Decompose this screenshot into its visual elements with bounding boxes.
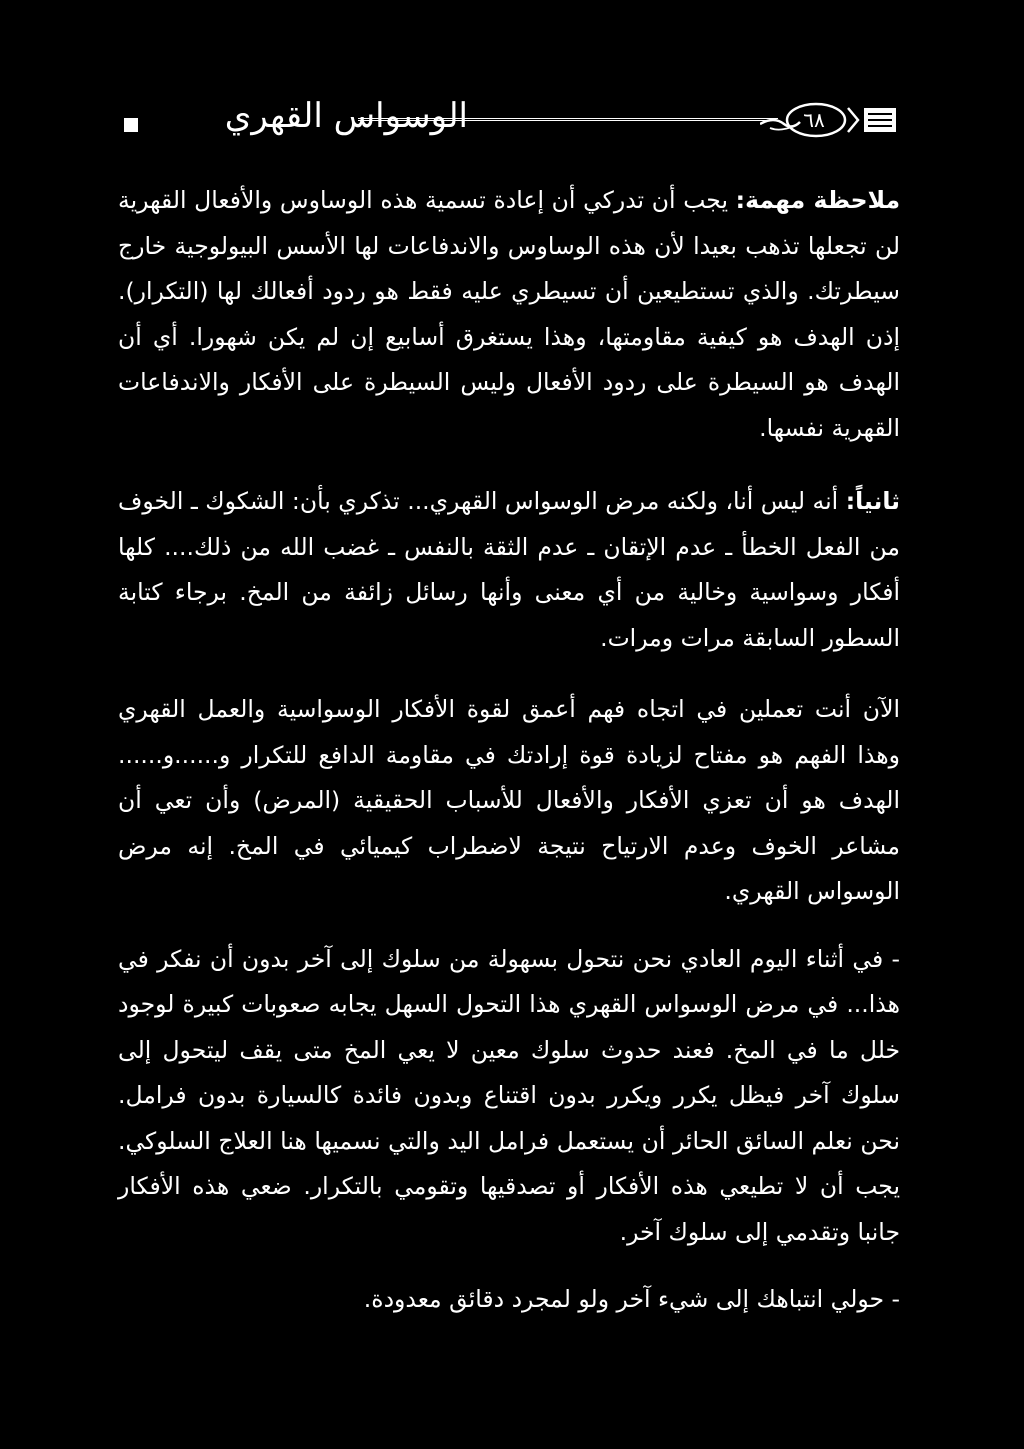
- paragraph-text: أنه ليس أنا، ولكنه مرض الوسواس القهري... تذكري بأن: الشكوك ـ الخوف من الفعل الخطأ ـ عدم الإتقان ـ عدم الثقة بالنفس ـ غضب الله من ذلك.... كلها أفكار وسواسية وخالية من أي معنى وأنها رسائل زائفة من المخ. برجاء كتابة السطور السابقة مرات ومرات.: [118, 487, 900, 652]
- book-title: الوسواس القهري: [224, 96, 468, 136]
- paragraph-text: يجب أن تدركي أن إعادة تسمية هذه الوساوس والأفعال القهرية لن تجعلها تذهب بعيدا لأن هذه الوساوس والاندفاعات لها الأسس البيولوجية خارج سيطرتك. والذي تستطيعين أن تسيطري عليه فقط هو ردود أفعالك لها (التكرار). إذن الهدف هو كيفية مقاومتها، وهذا يستغرق أسابيع إن لم يكن شهورا. أي أن الهدف هو السيطرة على ردود الأفعال وليس السيطرة على الأفكار والاندفاعات القهرية نفسها.: [118, 186, 900, 442]
- paragraph-lead: ملاحظة مهمة:: [735, 186, 900, 214]
- page-header: [118, 88, 904, 136]
- paragraph-text: - حولي انتباهك إلى شيء آخر ولو لمجرد دقائق معدودة.: [363, 1285, 900, 1313]
- paragraph-note: [118, 178, 900, 451]
- paragraph-daily-switch: [118, 937, 900, 1256]
- paragraph-second: [118, 479, 900, 661]
- page-number: ٦٨: [803, 108, 825, 132]
- paragraph-text: الآن أنت تعملين في اتجاه فهم أعمق لقوة الأفكار الوسواسية والعمل القهري وهذا الفهم هو مفتاح لزيادة قوة إرادتك في مقاومة الدافع للتكرار و......و...... الهدف هو أن تعزي الأفكار والأفعال للأسباب الحقيقية (المرض) وأن تعي أن مشاعر الخوف وعدم الارتياح نتيجة لاضطراب كيميائي في المخ. إنه مرض الوسواس القهري.: [118, 695, 900, 905]
- header-rule: [358, 118, 778, 121]
- paragraph-understanding: [118, 687, 900, 915]
- paragraph-redirect: [118, 1277, 900, 1323]
- page-body: [118, 178, 900, 1323]
- square-ornament-icon: [124, 118, 138, 132]
- paragraph-text: - في أثناء اليوم العادي نحن نتحول بسهولة من سلوك إلى آخر بدون أن نفكر في هذا... في مرض الوسواس القهري هذا التحول السهل يجابه صعوبات كبيرة لوجود خلل ما في المخ. فعند حدوث سلوك معين لا يعي المخ متى يقف ليتحول إلى سلوك آخر فيظل يكرر ويكرر بدون اقتناع وبدون فائدة كالسيارة بدون فرامل. نحن نعلم السائق الحائر أن يستعمل فرامل اليد والتي نسميها هنا العلاج السلوكي. يجب أن لا تطيعي هذه الأفكار أو تصدقيها وتقومي بالتكرار. ضعي هذه الأفكار جانبا وتقدمي إلى سلوك آخر.: [118, 944, 900, 1246]
- paragraph-lead: ثانياً:: [845, 487, 900, 515]
